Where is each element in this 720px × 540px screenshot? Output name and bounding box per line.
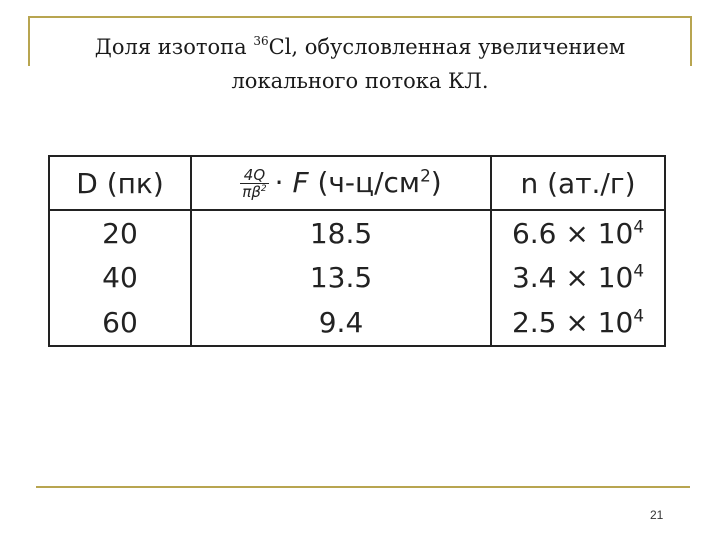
table-header-row — [49, 156, 665, 210]
top-decor-line — [28, 16, 692, 18]
cell-concentration: $2.5 \times 10^4$ — [491, 299, 665, 346]
table-row — [49, 210, 665, 255]
isotope-mass: 36 — [253, 34, 269, 48]
header-flux: $\frac{4Q}{\pi\beta^2}$ · F $(ч-ц/см^2)$ — [191, 156, 491, 210]
slide-title — [30, 30, 690, 98]
isotope-element: Cl — [268, 35, 292, 59]
cell-distance: 60 — [49, 299, 191, 346]
table-row — [49, 255, 665, 299]
title-line-2: локального потока КЛ. — [231, 69, 489, 93]
cell-distance: 20 — [49, 210, 191, 255]
page-number: 21 — [650, 508, 664, 522]
cell-flux: 13.5 — [191, 255, 491, 299]
cell-flux: 9.4 — [191, 299, 491, 346]
title-line-1: Доля изотопа $^{36}$Cl, обусловленная увеличением — [94, 34, 626, 59]
bottom-decor-line — [36, 486, 690, 488]
cell-concentration: $6.6 \times 10^4$ — [491, 210, 665, 255]
table-row — [49, 299, 665, 346]
isotope-table — [48, 155, 666, 347]
right-decor-bar — [690, 16, 692, 66]
header-distance: D (пк) — [49, 156, 191, 210]
cell-concentration: $3.4 \times 10^4$ — [491, 255, 665, 299]
header-concentration: n (ат./г) — [491, 156, 665, 210]
flux-fraction: $\frac{4Q}{\pi\beta^2}$ — [242, 166, 267, 202]
cell-flux: 18.5 — [191, 210, 491, 255]
cell-distance: 40 — [49, 255, 191, 299]
